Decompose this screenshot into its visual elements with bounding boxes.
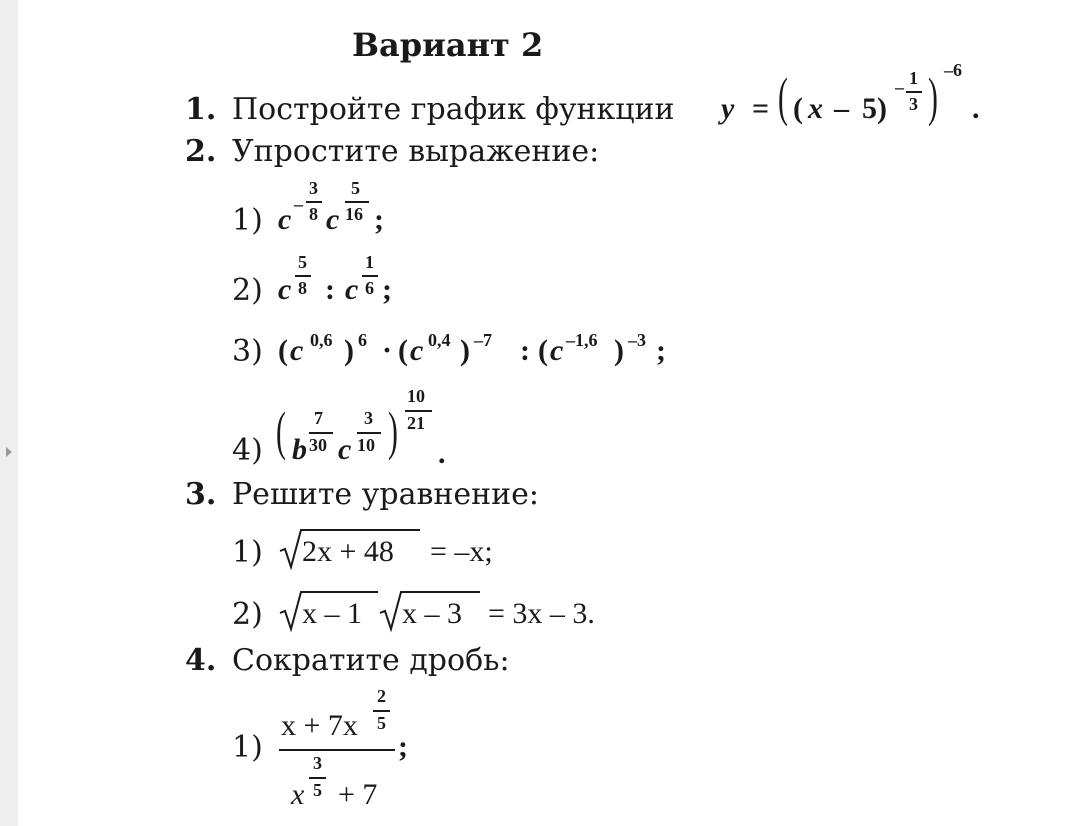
task3-text: Решите уравнение: xyxy=(232,477,539,512)
task4-item1-num-ed: 5 xyxy=(377,713,386,733)
task2-text: Упростите выражение: xyxy=(232,134,600,169)
task1-base: x xyxy=(808,92,823,125)
task2-item3-end: ; xyxy=(656,334,666,367)
task4-item1-num-en: 2 xyxy=(377,686,386,706)
task2-item3-c1: c xyxy=(290,334,304,367)
task4-item1-den-rest: + 7 xyxy=(338,778,378,811)
task1-text: Постройте график функции xyxy=(232,92,675,127)
task2-item2-div: : xyxy=(325,273,335,306)
expand-arrow-icon[interactable] xyxy=(6,447,12,457)
task2-item4-rparen: ) xyxy=(388,401,398,461)
task2-number: 2. xyxy=(185,134,217,169)
task2-item3-lp2: ( xyxy=(398,334,408,367)
task4-item1-numerator: x + 7x xyxy=(281,709,358,742)
task2-item2-d2: 6 xyxy=(365,278,374,298)
task2-item1-neg: – xyxy=(294,194,303,214)
task4-item1-end: ; xyxy=(398,730,408,763)
task2-item4-en: 10 xyxy=(407,386,425,406)
task3-item1-label: 1) xyxy=(232,535,263,570)
task1-number: 1. xyxy=(185,92,217,127)
task1-end: . xyxy=(972,92,980,125)
task2-item4-ebar xyxy=(405,410,432,412)
task1-rparen: ) xyxy=(928,67,938,127)
task2-item3-rp1: ) xyxy=(344,334,354,367)
page-title: Вариант 2 xyxy=(352,26,544,64)
task3-item2-rhs: = 3x – 3. xyxy=(488,597,595,630)
task2-item3-p3: –3 xyxy=(628,330,646,350)
task2-item2-c2: c xyxy=(345,273,359,306)
task2-item1-d1: 8 xyxy=(309,204,318,224)
task3-item2-radicand1: x – 1 xyxy=(302,597,362,630)
task1-exp-num: 1 xyxy=(909,68,918,88)
task2-item1-n1: 3 xyxy=(309,178,318,198)
left-gutter xyxy=(0,0,18,826)
task2-item3-c3: c xyxy=(550,334,564,367)
task2-item3-lp3: ( xyxy=(538,334,548,367)
task2-item1-label: 1) xyxy=(232,203,263,238)
task2-item3-label: 3) xyxy=(232,334,263,369)
task2-item3-p2: –7 xyxy=(474,330,492,350)
task1-inner-rparen: ) xyxy=(877,92,887,125)
task2-item1-bar2 xyxy=(345,201,369,203)
task1-eq: = xyxy=(752,92,770,125)
task1-inner-lparen: ( xyxy=(793,92,803,125)
task2-item4-end: . xyxy=(438,437,446,470)
task1-lparen: ( xyxy=(778,67,788,127)
task4-item1-den-en: 3 xyxy=(313,753,322,773)
task1-y: y xyxy=(721,92,735,125)
task1-five: 5 xyxy=(862,92,877,125)
task2-item3-e3: –1,6 xyxy=(566,330,598,350)
task1-exp-bar xyxy=(906,91,922,93)
task2-item1-bar1 xyxy=(306,201,322,203)
task2-item4-n1: 7 xyxy=(314,408,323,428)
task4-item1-den-ed: 5 xyxy=(313,780,322,800)
task2-item1-c2: c xyxy=(326,203,340,236)
task2-item3-rp3: ) xyxy=(614,334,624,367)
task3-item1-radicand: 2x + 48 xyxy=(302,535,394,568)
task2-item4-b: b xyxy=(292,433,307,466)
task2-item2-bar2 xyxy=(362,275,378,277)
task2-item4-lparen: ( xyxy=(276,401,286,461)
task2-item3-c2: c xyxy=(410,334,424,367)
task2-item4-label: 4) xyxy=(232,433,263,468)
task2-item4-n2: 3 xyxy=(364,408,373,428)
task2-item1-c1: c xyxy=(278,203,292,236)
task1-exp-neg: – xyxy=(895,77,904,97)
task2-item3-div: : xyxy=(520,334,530,367)
task4-item1-label: 1) xyxy=(232,730,263,765)
task2-item1-n2: 5 xyxy=(351,178,360,198)
task2-item3-lp1: ( xyxy=(278,334,288,367)
task2-item2-c1: c xyxy=(278,273,292,306)
task3-item1-rhs: = –x; xyxy=(430,535,493,568)
task2-item3-p1: 6 xyxy=(358,330,367,350)
task2-item4-bar2 xyxy=(357,432,381,434)
task2-item3-e1: 0,6 xyxy=(310,330,333,350)
task4-text: Сократите дробь: xyxy=(232,643,510,678)
task4-item1-den-ebar xyxy=(309,777,326,779)
task2-item1-d2: 16 xyxy=(345,204,363,224)
task2-item4-d1: 30 xyxy=(309,435,327,455)
task1-minus: – xyxy=(834,92,849,125)
task1-outer-exp: –6 xyxy=(944,60,962,80)
task2-item3-rp2: ) xyxy=(460,334,470,367)
task2-item4-bar1 xyxy=(309,432,333,434)
task2-item1-end: ; xyxy=(374,203,384,236)
task2-item2-n1: 5 xyxy=(298,252,307,272)
task3-number: 3. xyxy=(185,477,217,512)
task2-item2-bar1 xyxy=(295,275,311,277)
task2-item2-d1: 8 xyxy=(298,278,307,298)
task2-item4-ed: 21 xyxy=(407,413,425,433)
task2-item2-n2: 1 xyxy=(365,252,374,272)
task4-item1-num-ebar xyxy=(373,710,390,712)
task4-number: 4. xyxy=(185,643,217,678)
task2-item3-e2: 0,4 xyxy=(428,330,451,350)
task4-item1-den-x: x xyxy=(291,778,305,811)
task2-item3-dot: · xyxy=(382,334,393,367)
task3-item2-radicand2: x – 3 xyxy=(402,597,462,630)
task2-item2-end: ; xyxy=(382,273,392,306)
task2-item2-label: 2) xyxy=(232,273,263,308)
task2-item4-c: c xyxy=(338,433,352,466)
task1-exp-den: 3 xyxy=(909,94,918,114)
task4-item1-fraction-bar xyxy=(279,749,395,751)
task2-item4-d2: 10 xyxy=(357,435,375,455)
task3-item2-label: 2) xyxy=(232,597,263,632)
